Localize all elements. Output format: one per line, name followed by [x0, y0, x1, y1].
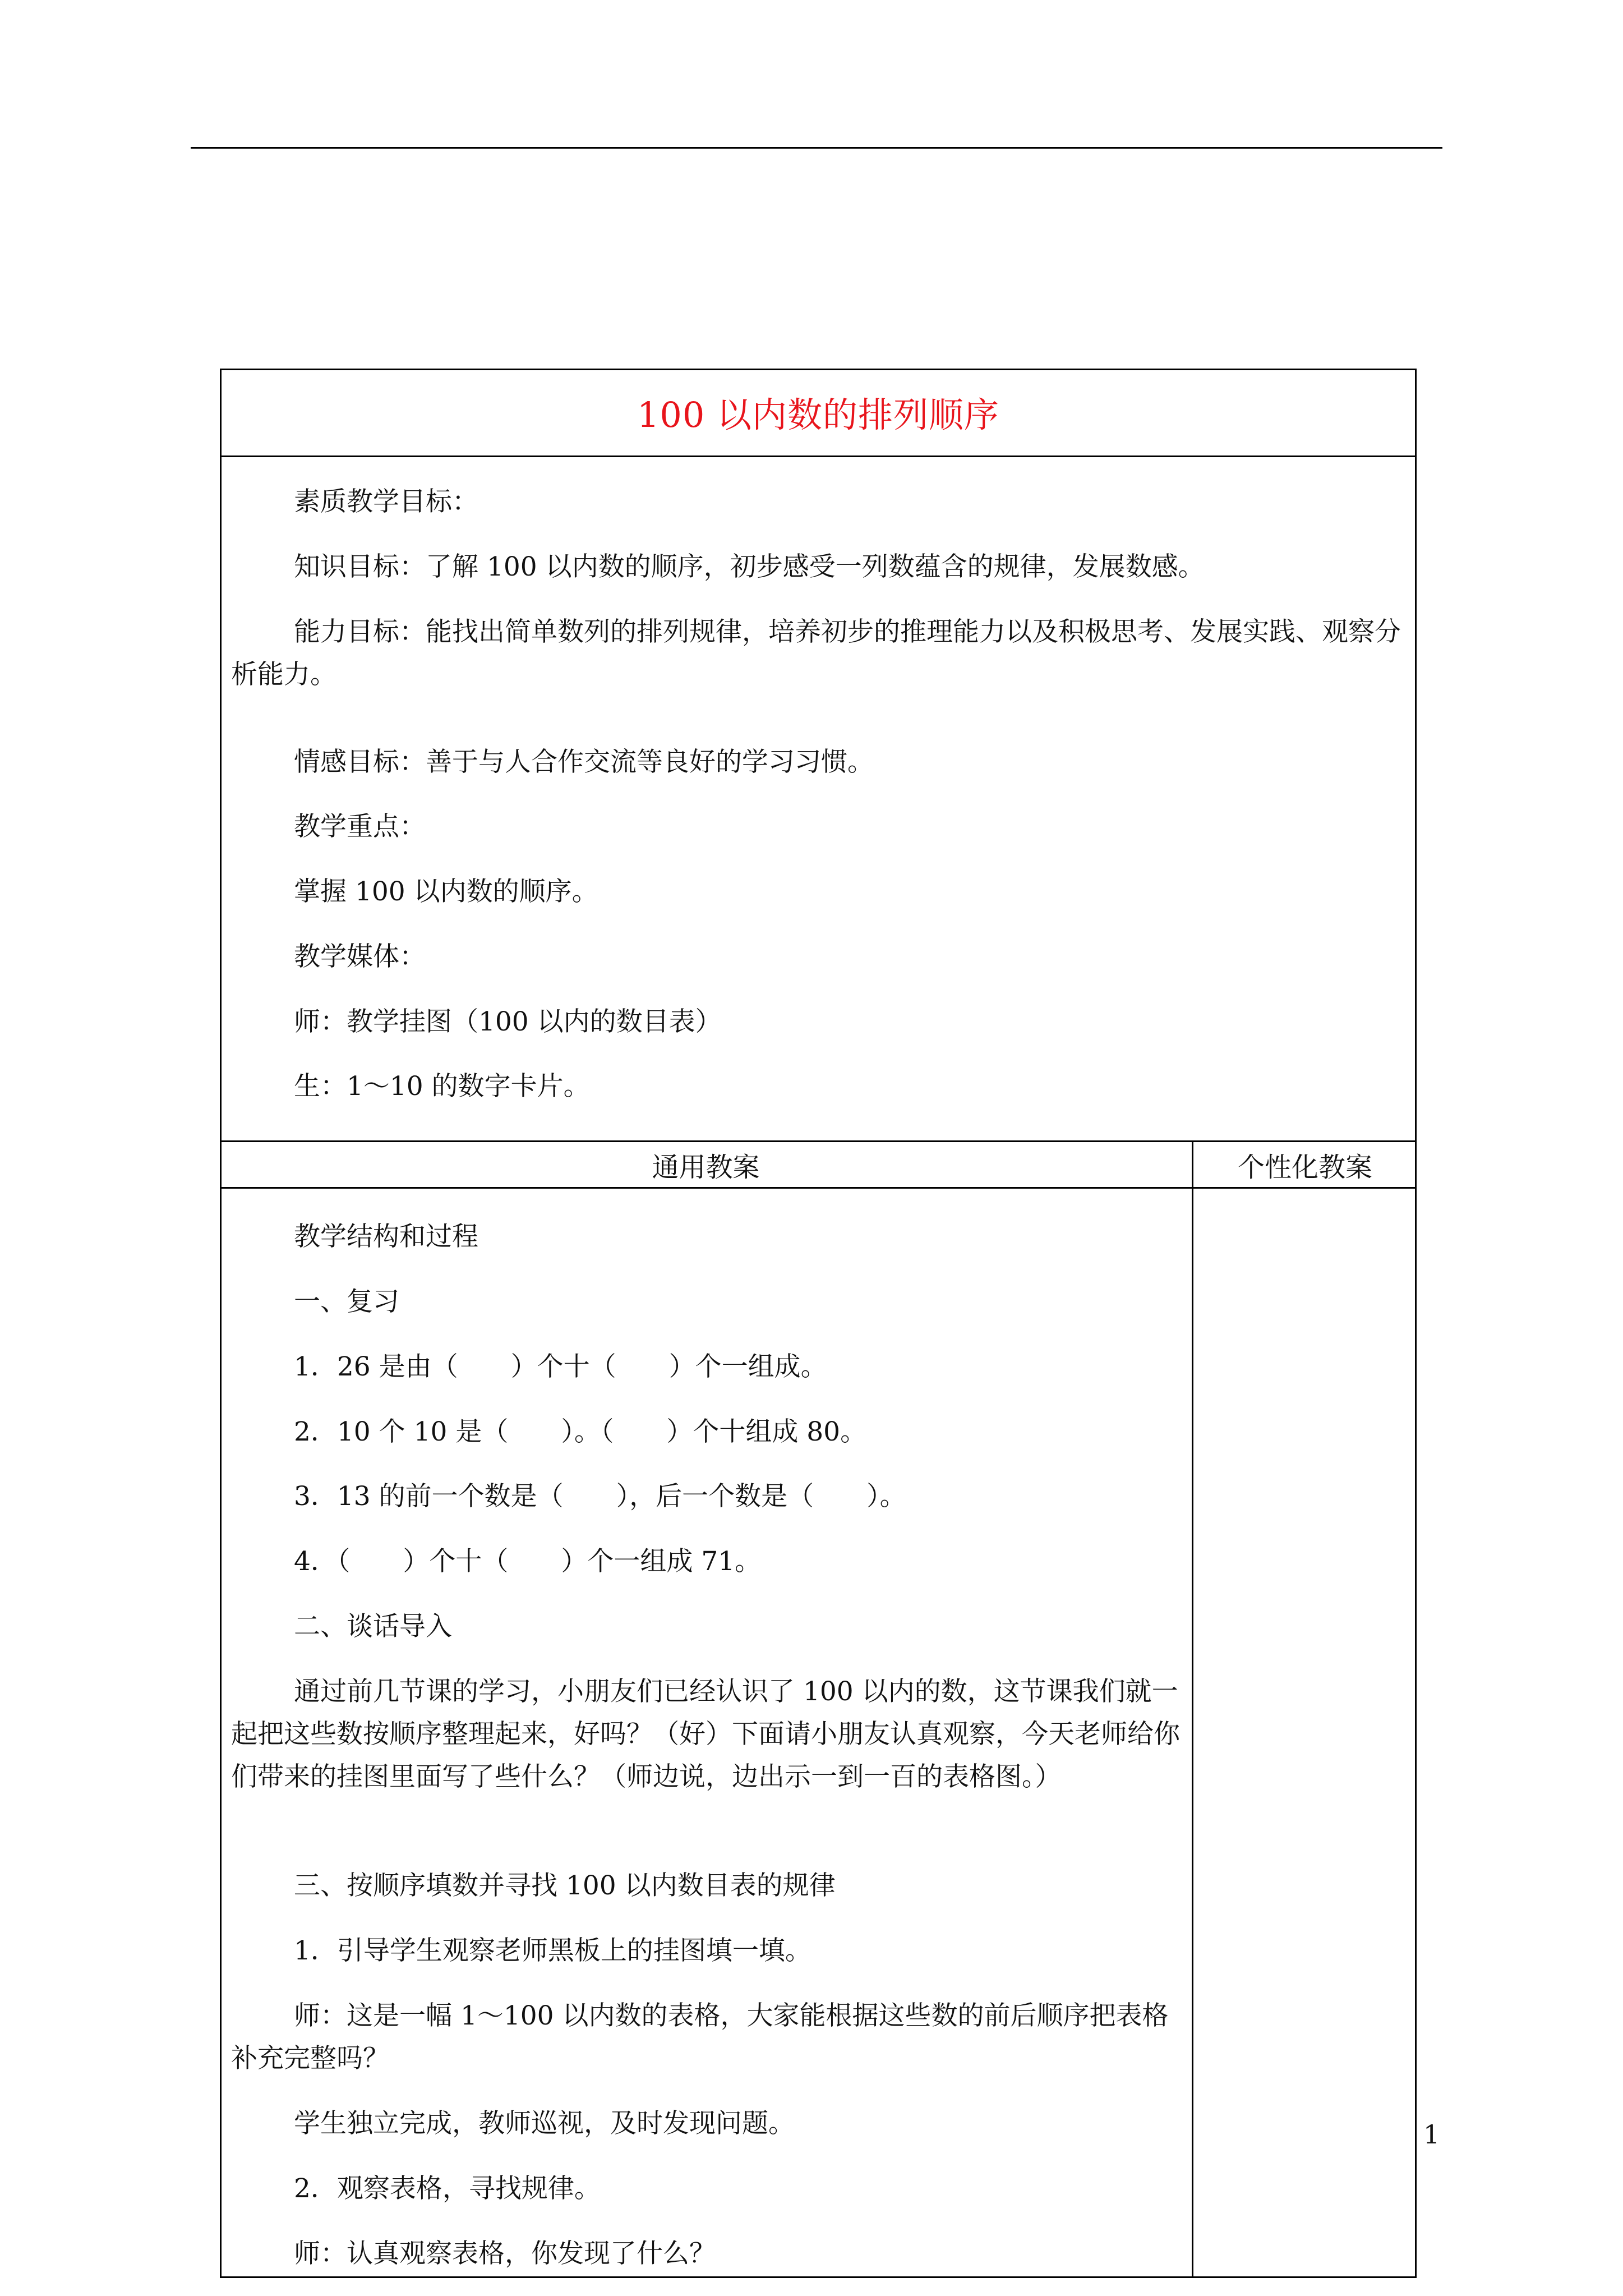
body-line: 学生独立完成，教师巡视，及时发现问题。 [294, 2108, 795, 2139]
column-header-personal: 个性化教案 [1237, 1151, 1372, 1183]
body-line: 2．观察表格，寻找规律。 [294, 2173, 601, 2204]
body-line: 一、复习 [294, 1286, 399, 1317]
objective-line: 教学重点： [294, 811, 426, 842]
body-line: 师：认真观察表格，你发现了什么？ [294, 2238, 716, 2269]
body-line: 二、谈话导入 [294, 1611, 452, 1642]
column-header-divider [220, 1187, 1417, 1189]
header-rule [191, 147, 1442, 149]
objective-line: 教学媒体： [294, 941, 426, 972]
body-line: 4．（ ）个十（ ）个一组成 71。 [294, 1546, 762, 1577]
body-line: 教学结构和过程 [294, 1221, 478, 1252]
page-number: 1 [1423, 2119, 1440, 2150]
objective-line: 师：教学挂图（100 以内的数目表） [294, 1006, 722, 1037]
objective-line: 知识目标：了解 100 以内数的顺序，初步感受一列数蕴含的规律，发展数感。 [294, 551, 1205, 582]
page-title: 100 以内数的排列顺序 [637, 394, 1000, 435]
title-row-divider [220, 455, 1417, 457]
body-line: 1．引导学生观察老师黑板上的挂图填一填。 [294, 1935, 811, 1966]
body-line: 3．13 的前一个数是（ ），后一个数是（ ）。 [294, 1481, 906, 1512]
column-header-general: 通用教案 [652, 1151, 760, 1183]
objective-line: 生：1～10 的数字卡片。 [294, 1071, 590, 1102]
objective-line: 掌握 100 以内数的顺序。 [294, 876, 598, 907]
body-line: 1．26 是由（ ）个十（ ）个一组成。 [294, 1351, 827, 1382]
objective-line: 素质教学目标： [294, 486, 478, 517]
body-paragraph: 通过前几节课的学习，小朋友们已经认识了 100 以内的数，这节课我们就一起把这些数按顺序整理起来，好吗？（好）下面请小朋友认真观察，今天老师给你们带来的挂图里面写了些什么？（师边说，边出示一到一百的表格图。） [231, 1676, 1180, 1792]
objective-line: 情感目标：善于与人合作交流等良好的学习习惯。 [294, 747, 874, 777]
body-line: 2．10 个 10 是（ ）。（ ）个十组成 80。 [294, 1416, 867, 1447]
body-paragraph: 师：这是一幅 1～100 以内数的表格，大家能根据这些数的前后顺序把表格补充完整吗？ [231, 2000, 1169, 2074]
body-line: 三、按顺序填数并寻找 100 以内数目表的规律 [294, 1870, 836, 1901]
objective-line: 能力目标：能找出简单数列的排列规律，培养初步的推理能力以及积极思考、发展实践、观察分析能力。 [231, 616, 1401, 690]
column-divider [1192, 1140, 1193, 2278]
